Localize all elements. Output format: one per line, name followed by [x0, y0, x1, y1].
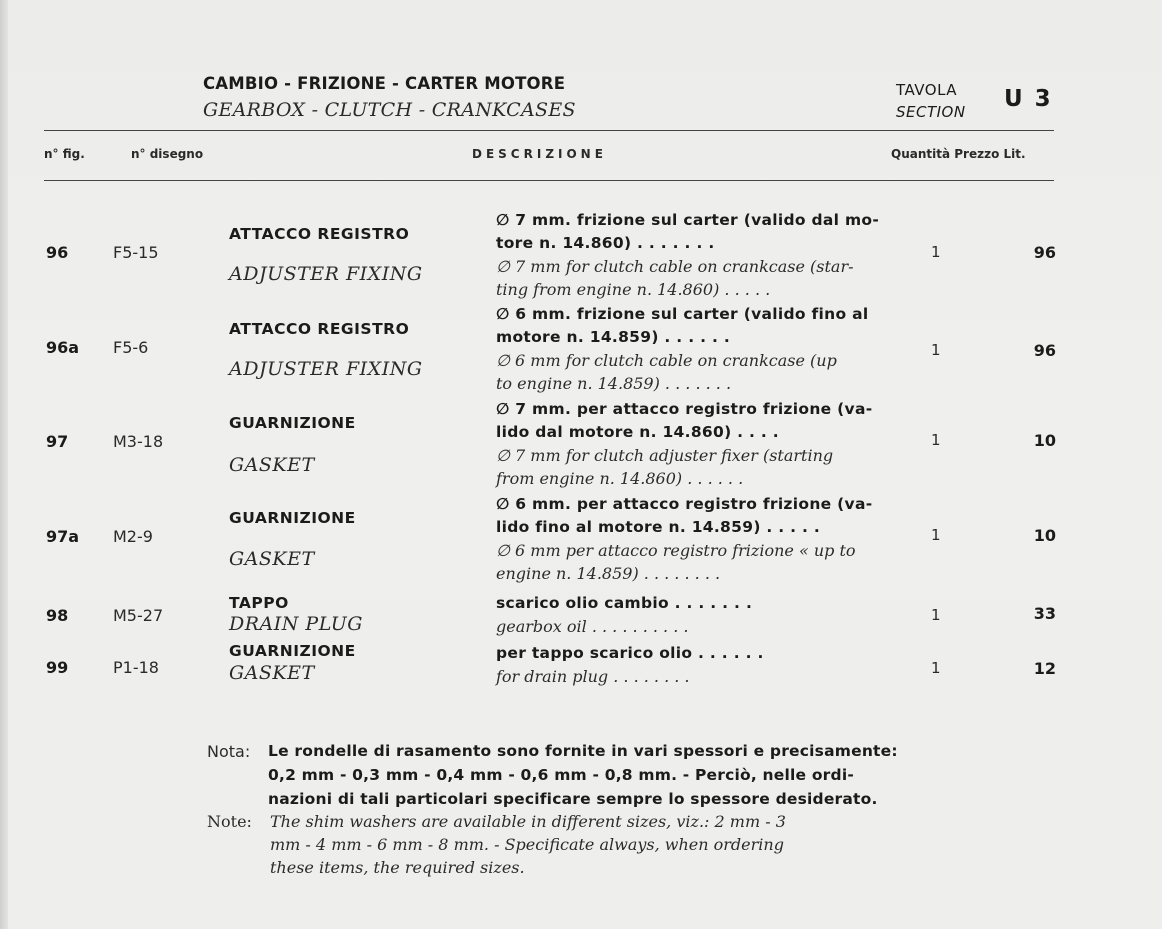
column-header-drawing: n° disegno [131, 147, 204, 161]
page-title-english: GEARBOX - CLUTCH - CRANKCASES [203, 99, 576, 121]
nota-line: 0,2 mm - 0,3 mm - 0,4 mm - 0,6 mm - 0,8 mm. - Perciò, nelle ordi- [268, 766, 854, 784]
nota-label: Nota: [207, 742, 251, 761]
tavola-label: TAVOLA [896, 81, 958, 99]
part-name-italian: GUARNIZIONE [229, 642, 356, 660]
price: 96 [1033, 243, 1056, 262]
part-name-italian: TAPPO [229, 594, 289, 612]
description-english-line: ∅ 6 mm for clutch cable on crankcase (up [496, 351, 837, 370]
drawing-number: M3-18 [113, 432, 164, 451]
part-name-english: GASKET [229, 548, 315, 570]
part-name-english: ADJUSTER FIXING [229, 358, 423, 380]
description-english-line: ∅ 6 mm per attacco registro frizione « up to [496, 541, 856, 560]
description-english-line: ∅ 7 mm for clutch adjuster fixer (starting [496, 446, 834, 465]
drawing-number: M2-9 [113, 527, 153, 546]
fig-number: 98 [46, 606, 69, 625]
nota-line: Le rondelle di rasamento sono fornite in vari spessori e precisamente: [268, 742, 898, 760]
description-italian-line: scarico olio cambio . . . . . . . [496, 594, 753, 612]
note-line: these items, the required sizes. [270, 858, 525, 877]
quantity: 1 [931, 431, 941, 449]
section-code: U 3 [1004, 86, 1053, 112]
description-english-line: ting from engine n. 14.860) . . . . . [496, 280, 771, 299]
description-italian-line: ∅ 6 mm. frizione sul carter (valido fino al [496, 305, 869, 323]
page-title-italian: CAMBIO - FRIZIONE - CARTER MOTORE [203, 74, 566, 93]
description-italian-line: tore n. 14.860) . . . . . . . [496, 234, 715, 252]
price: 10 [1033, 431, 1056, 450]
part-name-italian: GUARNIZIONE [229, 414, 356, 432]
description-italian-line: lido dal motore n. 14.860) . . . . [496, 423, 779, 441]
quantity: 1 [931, 659, 941, 677]
part-name-italian: GUARNIZIONE [229, 509, 356, 527]
fig-number: 97a [46, 527, 80, 546]
price: 96 [1033, 341, 1056, 360]
description-english-line: gearbox oil . . . . . . . . . . [496, 617, 689, 636]
section-label: SECTION [896, 103, 966, 121]
drawing-number: F5-6 [113, 338, 149, 357]
description-italian-line: ∅ 6 mm. per attacco registro frizione (va- [496, 495, 873, 513]
description-english-line: from engine n. 14.860) . . . . . . [496, 469, 744, 488]
header-rule-bottom [44, 180, 1054, 181]
description-english-line: engine n. 14.859) . . . . . . . . [496, 564, 721, 583]
part-name-english: ADJUSTER FIXING [229, 263, 423, 285]
description-italian-line: motore n. 14.859) . . . . . . [496, 328, 731, 346]
price: 12 [1033, 659, 1056, 678]
drawing-number: F5-15 [113, 243, 159, 262]
column-header-fig: n° fig. [44, 147, 85, 161]
part-name-english: GASKET [229, 454, 315, 476]
drawing-number: P1-18 [113, 658, 159, 677]
note-line: The shim washers are available in different sizes, viz.: 2 mm - 3 [270, 812, 786, 831]
price: 10 [1033, 526, 1056, 545]
fig-number: 97 [46, 432, 69, 451]
quantity: 1 [931, 341, 941, 359]
fig-number: 99 [46, 658, 69, 677]
description-english-line: ∅ 7 mm for clutch cable on crankcase (star- [496, 257, 854, 276]
column-header-qty-price: Quantità Prezzo Lit. [891, 147, 1026, 161]
part-name-english: DRAIN PLUG [229, 613, 363, 635]
part-name-italian: ATTACCO REGISTRO [229, 225, 410, 243]
nota-line: nazioni di tali particolari specificare sempre lo spessore desiderato. [268, 790, 878, 808]
column-header-description: DESCRIZIONE [472, 147, 607, 161]
description-italian-line: ∅ 7 mm. per attacco registro frizione (va- [496, 400, 873, 418]
description-english-line: for drain plug . . . . . . . . [496, 667, 690, 686]
quantity: 1 [931, 606, 941, 624]
description-italian-line: ∅ 7 mm. frizione sul carter (valido dal mo- [496, 211, 880, 229]
drawing-number: M5-27 [113, 606, 164, 625]
part-name-english: GASKET [229, 662, 315, 684]
part-name-italian: ATTACCO REGISTRO [229, 320, 410, 338]
quantity: 1 [931, 243, 941, 261]
quantity: 1 [931, 526, 941, 544]
note-line: mm - 4 mm - 6 mm - 8 mm. - Specificate always, when ordering [270, 835, 784, 854]
header-rule-top [44, 130, 1054, 131]
fig-number: 96 [46, 243, 69, 262]
price: 33 [1033, 604, 1056, 623]
description-english-line: to engine n. 14.859) . . . . . . . [496, 374, 732, 393]
note-label: Note: [207, 812, 252, 831]
fig-number: 96a [46, 338, 80, 357]
description-italian-line: per tappo scarico olio . . . . . . [496, 644, 764, 662]
description-italian-line: lido fino al motore n. 14.859) . . . . . [496, 518, 821, 536]
